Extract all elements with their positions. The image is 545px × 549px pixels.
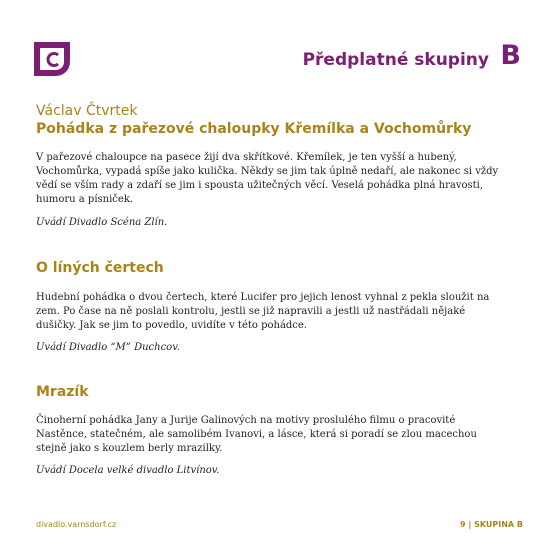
section-description: Hudební pohádka o dvou čertech, které Lucifer pro jejich lenost vyhnal z pekla sloužit na zem. Po čase na ně poslali kontrolu, jestli se již napravili a jestli už nastřádali nějaké dušičky. Jak se jim to povedlo, uvidíte v této pohádce. xyxy=(36,292,490,331)
page-title: Předplatné skupiny xyxy=(302,50,489,70)
theatre-logo-icon xyxy=(32,40,72,78)
footer-page-label: 9 | SKUPINA B xyxy=(460,520,523,529)
group-letter: B xyxy=(500,40,521,71)
section-title: Pohádka z pařezové chaloupky Křemílka a Vochomůrky xyxy=(36,121,472,137)
section-credit: Uvádí Divadlo “M” Duchcov. xyxy=(36,342,180,353)
section-credit: Uvádí Divadlo Scéna Zlín. xyxy=(36,217,168,228)
section-title: O líných čertech xyxy=(36,260,164,276)
section-credit: Uvádí Docela velké divadlo Litvínov. xyxy=(36,465,220,476)
section-description: V pařezové chaloupce na pasece žijí dva skřítkové. Křemílek, je ten vyšší a hubený, Vochomůrka, vypadá spíše jako kulička. Někdy se jim tak úplně nedaří, ale nakonec si vždy vědí se vším rady a zdaří se jim i spousta užitečných věcí. Veselá pohádka plná hravosti, humoru a písniček. xyxy=(36,152,499,205)
section-author: Václav Čtvrtek xyxy=(36,103,138,119)
footer-website[interactable]: divadlo.varnsdorf.cz xyxy=(36,520,117,529)
section-title: Mrazík xyxy=(36,384,89,400)
section-description: Činoherní pohádka Jany a Jurije Galinových na motivy proslulého filmu o pracovité Nastěnce, statečném, ale samolibém Ivanovi, a lásce, která si poradí se zlou macechou stejně jako s kouzlem berly mrazilky. xyxy=(36,415,477,454)
